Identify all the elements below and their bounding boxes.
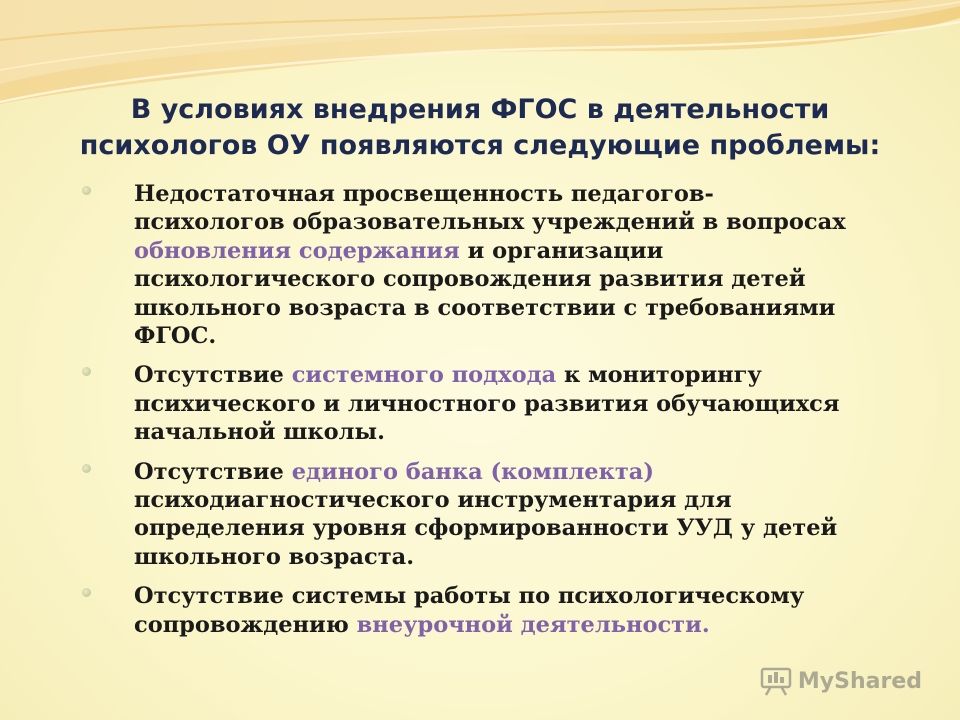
- bullet-line: [134, 265, 922, 293]
- bullet-text: к мониторингу: [556, 362, 762, 389]
- bullet-dot-icon: [82, 186, 91, 195]
- bullet-list: [82, 180, 922, 650]
- bullet-item: [82, 180, 922, 350]
- bullet-line: [134, 582, 922, 610]
- bullet-text: Отсутствие: [134, 362, 292, 389]
- slide-title: [40, 92, 920, 164]
- bullet-line: [134, 514, 922, 542]
- presentation-board-icon: [760, 666, 792, 696]
- bullet-text: и организации: [459, 237, 664, 264]
- bullet-line: [134, 361, 922, 389]
- bullet-line: [134, 322, 922, 350]
- highlighted-phrase: внеурочной деятельности.: [356, 611, 710, 638]
- bullet-text: психологов образовательных учреждений в вопросах: [134, 209, 846, 236]
- bullet-dot-icon: [82, 367, 91, 376]
- bullet-text: Отсутствие: [134, 458, 292, 485]
- watermark-text: MyShared: [797, 668, 922, 694]
- bullet-dot-icon: [82, 588, 91, 597]
- bullet-line: [134, 208, 922, 236]
- slide-title-line-2: психологов ОУ появляются следующие проблемы:: [79, 130, 881, 161]
- bullet-text: школьного возраста.: [134, 543, 415, 570]
- bullet-text: психологического сопровождения развития детей: [134, 266, 806, 293]
- bullet-item: [82, 361, 922, 446]
- bullet-dot-icon: [82, 464, 91, 473]
- bullet-text: Отсутствие системы работы по психологическому: [134, 583, 805, 610]
- bullet-text: ФГОС.: [134, 323, 217, 350]
- bullet-text: школьного возраста в соответствии с требованиями: [134, 294, 836, 321]
- highlighted-phrase: системного подхода: [291, 362, 557, 389]
- bullet-text: психодиагностического инструментария для: [134, 487, 732, 514]
- bullet-text: начальной школы.: [134, 419, 385, 446]
- bullet-line: [134, 611, 922, 639]
- bullet-text: Недостаточная просвещенность педагогов-: [134, 181, 714, 207]
- highlighted-phrase: обновления содержания: [134, 237, 460, 264]
- slide-title-line-1: В условиях внедрения ФГОС в деятельности: [130, 94, 830, 125]
- bullet-line: [134, 180, 922, 208]
- highlighted-phrase: единого банка (комплекта): [291, 458, 655, 485]
- bullet-line: [134, 543, 922, 571]
- bullet-line: [134, 390, 922, 418]
- bullet-line: [134, 418, 922, 446]
- bullet-line: [134, 486, 922, 514]
- bullet-text: психического и личностного развития обучающихся: [134, 390, 840, 417]
- bullet-line: [134, 294, 922, 322]
- watermark: [760, 666, 922, 696]
- bullet-item: [82, 458, 922, 572]
- bullet-text: сопровождению: [134, 611, 357, 638]
- bullet-text: определения уровня сформированности УУД у детей: [134, 515, 838, 542]
- bullet-line: [134, 458, 922, 486]
- bullet-item: [82, 582, 922, 639]
- bullet-line: [134, 237, 922, 265]
